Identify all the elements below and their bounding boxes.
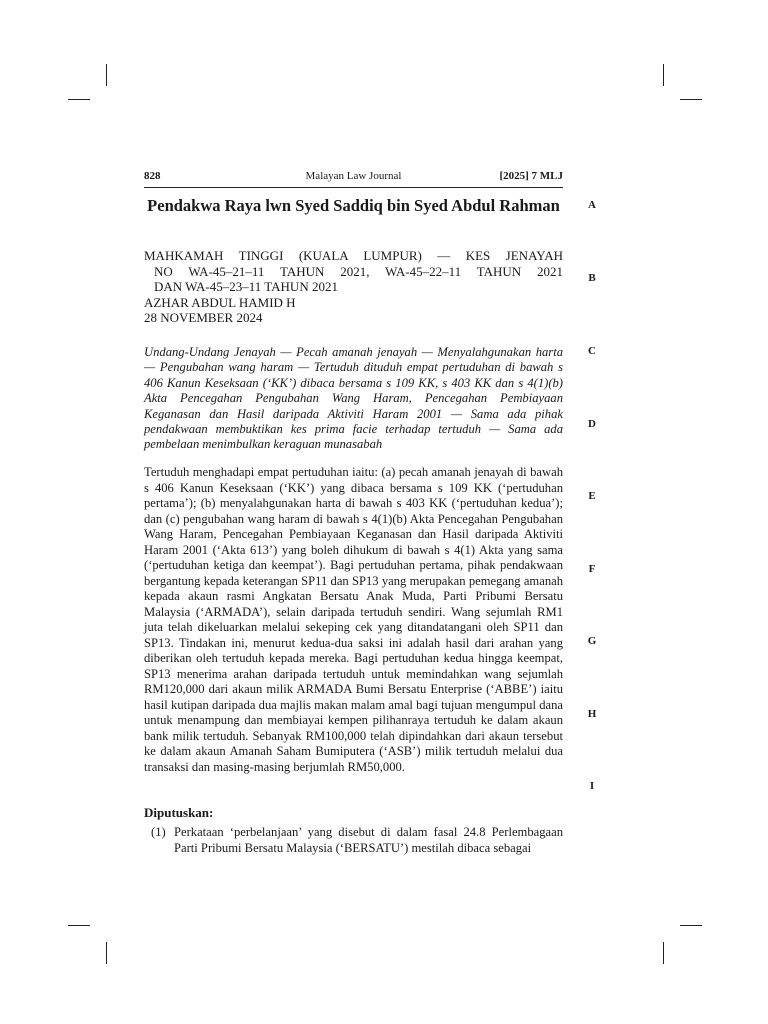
judge-name: AZHAR ABDUL HAMID H	[144, 294, 296, 310]
case-title: Pendakwa Raya lwn Syed Saddiq bin Syed Abdul Rahman	[147, 196, 560, 215]
crop-mark-bottom-left-horizontal	[68, 925, 90, 926]
running-header	[144, 170, 563, 186]
held-item-number: (1)	[151, 825, 166, 839]
margin-letter-d: D	[588, 418, 596, 430]
citation: [2025] 7 MLJ	[499, 170, 563, 182]
crop-mark-top-right-horizontal	[680, 99, 702, 100]
judgment-date: 28 NOVEMBER 2024	[144, 310, 263, 325]
crop-mark-bottom-right-horizontal	[680, 925, 702, 926]
page-number: 828	[144, 170, 161, 182]
crop-mark-bottom-right-vertical	[663, 942, 664, 964]
margin-letter-h: H	[587, 708, 597, 720]
margin-letter-b: B	[588, 272, 596, 284]
margin-letter-f: F	[588, 563, 596, 575]
crop-mark-top-left-vertical	[106, 64, 107, 86]
header-rule	[144, 187, 563, 188]
court-line-1: MAHKAMAH TINGGI (KUALA LUMPUR) — KES JENAYAH	[144, 248, 563, 263]
crop-mark-top-right-vertical	[663, 64, 664, 86]
margin-letter-i: I	[589, 780, 595, 792]
court-line-3: DAN WA-45–23–11 TAHUN 2021	[154, 279, 338, 294]
margin-letter-e: E	[588, 490, 596, 502]
margin-letter-a: A	[588, 199, 596, 211]
crop-mark-bottom-left-vertical	[106, 942, 107, 964]
catchwords: Undang-Undang Jenayah — Pecah amanah jenayah — Menyalahgunakan harta — Pengubahan wang haram — Tertuduh dituduh empat pertuduhan di bawah s 406 Kanun Keseksaan (‘KK’) dibaca bersama s 109 KK, s 403 KK dan s 4(1)(b) Akta Pencegahan Pengubahan Wang Haram, Pencegahan Pembiayaan Keganasan dan Hasil daripada Aktiviti Haram 2001 — Sama ada pihak pendakwaan membuktikan kes prima facie terhadap tertuduh — Sama ada pembelaan menimbulkan keraguan munasabah	[144, 345, 563, 452]
held-heading: Diputuskan:	[144, 805, 214, 820]
case-summary: Tertuduh menghadapi empat pertuduhan iaitu: (a) pecah amanah jenayah di bawah s 406 Kanun Keseksaan (‘KK’) yang dibaca bersama s 109 KK (‘pertuduhan pertama’); (b) menyalahgunakan harta di bawah s 403 KK (‘pertuduhan kedua’); dan (c) pengubahan wang haram di bawah s 4(1)(b) Akta Pencegahan Pengubahan Wang Haram, Pencegahan Pembiayaan Keganasan dan Hasil daripada Aktiviti Haram 2001 (‘Akta 613’) yang boleh dihukum di bawah s 4(1) Akta yang sama (‘pertuduhan ketiga dan keempat’). Bagi pertuduhan pertama, pihak pendakwaan bergantung kepada keterangan SP11 dan SP13 yang merupakan pemegang amanah kepada akaun rasmi Angkatan Bersatu Anak Muda, Parti Pribumi Bersatu Malaysia (‘ARMADA’), selain daripada tertuduh sendiri. Wang sejumlah RM1 juta telah dikeluarkan melalui sekeping cek yang ditandatangani oleh SP11 dan SP13. Tindakan ini, menurut kedua-dua saksi ini adalah hasil dari arahan yang diberikan oleh tertuduh kepada mereka. Bagi pertuduhan kedua hingga keempat, SP13 menerima arahan daripada tertuduh untuk memindahkan wang sejumlah RM120,000 dari akaun milik ARMADA Bumi Bersatu Enterprise (‘ABBE’) iaitu hasil kutipan daripada dua majlis makan malam amal bagi tujuan mengumpul dana untuk menampung dan membiayai kempen pilihanraya tertuduh ke dalam akaun bank milik tertuduh. Sebanyak RM100,000 telah dipindahkan dari akaun tersebut ke dalam akaun Amanah Saham Bumiputera (‘ASB’) milik tertuduh melalui dua transaksi dan masing-masing berjumlah RM50,000.	[144, 465, 563, 774]
margin-letter-g: G	[587, 635, 597, 647]
crop-mark-top-left-horizontal	[68, 99, 90, 100]
held-item-text: Perkataan ‘perbelanjaan’ yang disebut di dalam fasal 24.8 Perlembagaan Parti Pribumi Bersatu Malaysia (‘BERSATU’) mestilah dibaca sebagai	[174, 825, 563, 855]
court-details	[144, 248, 563, 326]
court-line-2: NO WA-45–21–11 TAHUN 2021, WA-45–22–11 TAHUN 2021	[154, 263, 563, 279]
journal-name: Malayan Law Journal	[305, 170, 402, 182]
margin-letter-c: C	[588, 345, 596, 357]
held-item	[144, 825, 563, 856]
